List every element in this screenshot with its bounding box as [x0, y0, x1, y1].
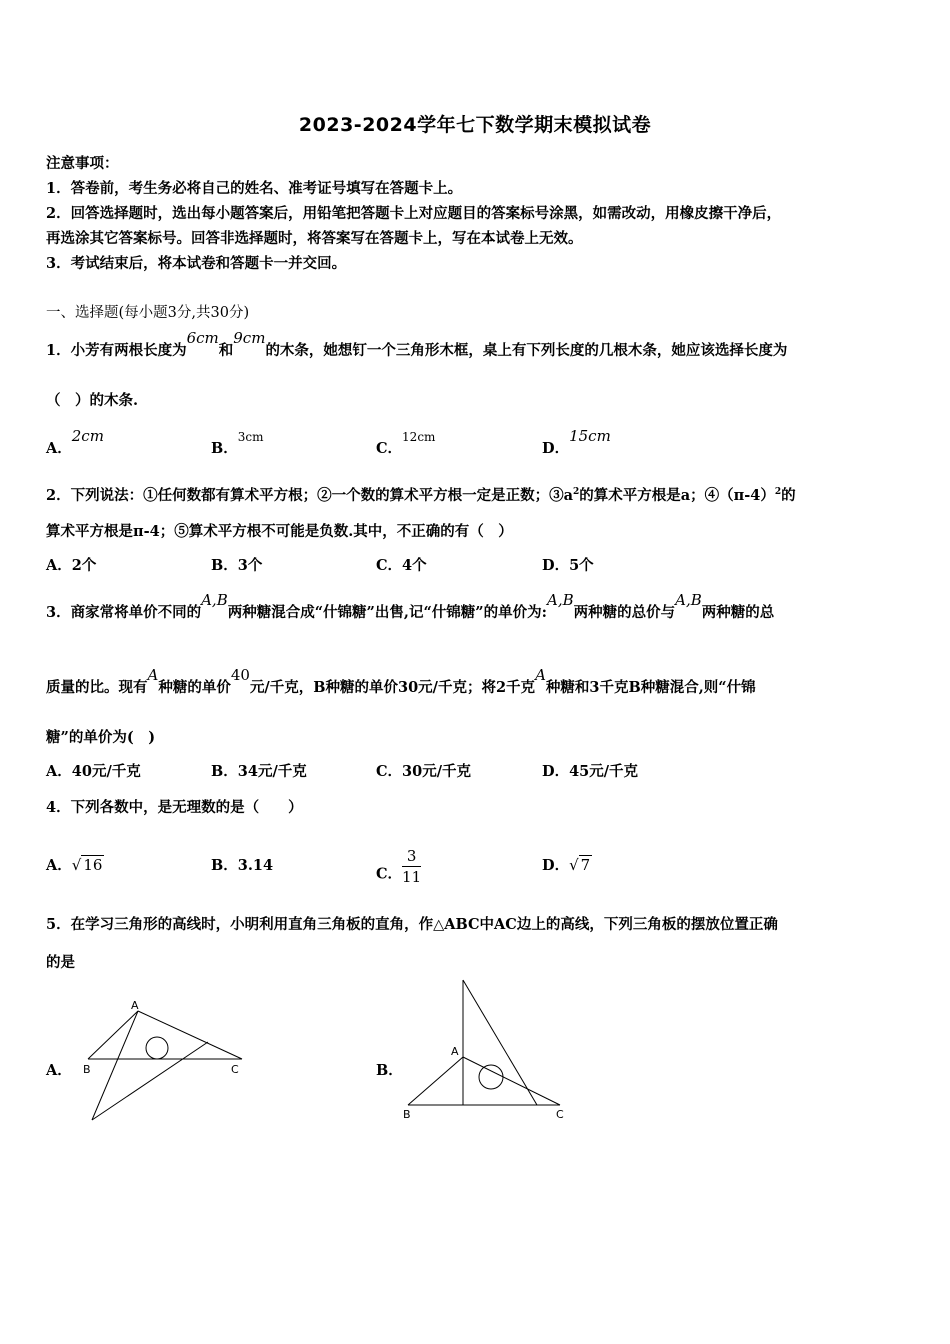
option-label: B． [211, 440, 238, 457]
option-value: 5个 [569, 557, 594, 574]
question-1 [46, 329, 906, 360]
q2-text-4: 的 [781, 487, 796, 504]
q3-text-4: 两种糖的总 [701, 604, 775, 621]
q3-option-a[interactable] [46, 760, 141, 781]
option-label: C． [376, 763, 403, 780]
sqrt-symbol: √ 7 [569, 856, 591, 874]
q3-text-2: 两种糖混合成“什锦糖”出售,记“什锦糖”的单价为: [227, 604, 547, 621]
q4-option-a[interactable] [46, 854, 104, 875]
q4-option-b[interactable] [211, 854, 273, 875]
q3-var-a: A [147, 666, 159, 684]
q2-option-d[interactable] [542, 554, 594, 575]
q3-text-7: 元/千克，B种糖的单价30元/千克；将2千克 [249, 679, 536, 696]
q3-var-ab-2: A,B [546, 591, 574, 609]
q5-option-a[interactable]: A． [46, 1062, 72, 1079]
option-label: D． [542, 763, 570, 780]
notice-heading: 注意事项： [46, 155, 119, 172]
question-2 [46, 484, 906, 505]
q1-text-1: 1．小芳有两根长度为 [46, 342, 187, 359]
q5-figure-a [80, 995, 250, 1125]
q3-var-ab-3: A,B [675, 591, 702, 609]
page-title: 2023-2024学年七下数学期末模拟试卷 [298, 114, 652, 136]
q4-option-c[interactable] [376, 847, 422, 895]
option-label: D． [542, 557, 570, 574]
option-label: A． [46, 557, 72, 574]
notice-item-1: 1．答卷前，考生务必将自己的姓名、准考证号填写在答题卡上。 [46, 180, 463, 197]
option-label: D． [542, 857, 570, 874]
option-label: B． [211, 763, 238, 780]
q2-var-a2: a [680, 487, 691, 504]
sqrt-symbol: √ 16 [71, 856, 103, 874]
option-label: B． [211, 557, 238, 574]
q1-option-d[interactable] [542, 427, 611, 458]
option-value: 45元/千克 [569, 763, 639, 780]
q2-option-c[interactable] [376, 554, 427, 575]
option-label: A． [46, 440, 72, 457]
vertex-a-label: A [131, 999, 139, 1012]
q1-line-2: （ ）的木条. [46, 392, 139, 409]
option-value: 12cm [402, 430, 436, 444]
q3-option-d[interactable] [542, 760, 638, 781]
q3-price-a: 40 [230, 666, 250, 684]
q1-text-3: 的木条，她想钉一个三角形木框，桌上有下列长度的几根木条，她应该选择长度为 [265, 342, 788, 359]
option-label: C． [376, 440, 403, 457]
q2-text-1: 2．下列说法：①任何数都有算术平方根；②一个数的算术平方根一定是正数；③ [46, 487, 564, 504]
q3-line-3: 糖”的单价为( ) [46, 729, 156, 746]
q5-option-b[interactable]: B． [376, 1062, 403, 1079]
q3-option-b[interactable] [211, 760, 307, 781]
option-label: C． [376, 557, 403, 574]
radicand: 7 [580, 856, 591, 874]
q3-text-5: 质量的比。现有 [46, 679, 148, 696]
question-5: 5．在学习三角形的高线时，小明利用直角三角板的直角，作△ABC中AC边上的高线，下列三角板的摆放位置正确 [46, 916, 778, 933]
option-label: A． [46, 857, 72, 874]
vertex-b-label: B [83, 1063, 91, 1076]
q4-option-d[interactable] [542, 854, 592, 875]
q2-line-2: 算术平方根是π-4；⑤算术平方根不可能是负数.其中，不正确的有（ ） [46, 523, 513, 540]
vertex-c-label: C [231, 1063, 239, 1076]
q3-text-1: 3．商家常将单价不同的 [46, 604, 202, 621]
q3-line-2 [46, 666, 906, 697]
q5-figure-b [400, 975, 575, 1125]
option-label: A． [46, 763, 72, 780]
q2-text-2: 的算术平方根是 [579, 487, 681, 504]
q1-option-c[interactable] [376, 430, 436, 458]
option-value: 2cm [71, 427, 104, 445]
q1-option-a[interactable] [46, 427, 104, 458]
vertex-a-label: A [451, 1045, 459, 1058]
notice-item-3: 3．考试结束后，将本试卷和答题卡一并交回。 [46, 255, 347, 272]
q3-text-3: 两种糖的总价与 [573, 604, 676, 621]
q2-option-b[interactable] [211, 554, 262, 575]
question-4: 4．下列各数中，是无理数的是（ ） [46, 799, 303, 816]
q1-length-2: 9cm [233, 329, 266, 347]
q1-text-2: 和 [218, 342, 234, 359]
radicand: 16 [83, 856, 103, 874]
option-label: C． [376, 865, 403, 883]
q1-option-b[interactable] [211, 430, 264, 458]
q2-var-a: a [563, 487, 573, 504]
q3-text-6: 种糖的单价 [158, 679, 231, 696]
q3-var-a-2: A [535, 666, 546, 684]
notice-item-2: 2．回答选择题时，选出每小题答案后，用铅笔把答题卡上对应题目的答案标号涂黑，如需改动，用橡皮擦干净后， [46, 205, 782, 222]
q2-option-a[interactable] [46, 554, 96, 575]
notice-item-2-cont: 再选涂其它答案标号。回答非选择题时，将答案写在答题卡上，写在本试卷上无效。 [46, 230, 583, 247]
denominator: 11 [402, 868, 422, 886]
section-heading: 一、选择题(每小题3分,共30分) [46, 305, 250, 321]
option-value: 40元/千克 [71, 763, 141, 780]
numerator: 3 [402, 846, 421, 867]
option-value: 15cm [569, 427, 611, 445]
option-label: D． [542, 440, 570, 457]
q2-exponent: 2 [573, 487, 580, 498]
option-label: B． [211, 857, 238, 874]
option-value: 30元/千克 [402, 763, 472, 780]
q5-line-2: 的是 [46, 954, 75, 971]
q1-length-1: 6cm [186, 329, 219, 347]
q2-text-3: ；④（π-4） [690, 487, 775, 504]
vertex-c-label: C [556, 1108, 564, 1121]
q2-exponent-2: 2 [774, 487, 782, 498]
vertex-b-label: B [403, 1108, 411, 1121]
option-value: 3个 [237, 557, 263, 574]
fraction [402, 846, 421, 887]
question-3 [46, 591, 906, 622]
q3-text-8: 种糖和3千克B种糖混合,则“什锦 [545, 679, 756, 696]
option-value: 2个 [71, 557, 97, 574]
q3-var-ab: A,B [201, 591, 228, 609]
option-value: 34元/千克 [237, 763, 307, 780]
option-value: 3cm [237, 430, 264, 444]
q3-option-c[interactable] [376, 760, 471, 781]
option-value: 4个 [402, 557, 427, 574]
option-value: 3.14 [237, 857, 274, 874]
